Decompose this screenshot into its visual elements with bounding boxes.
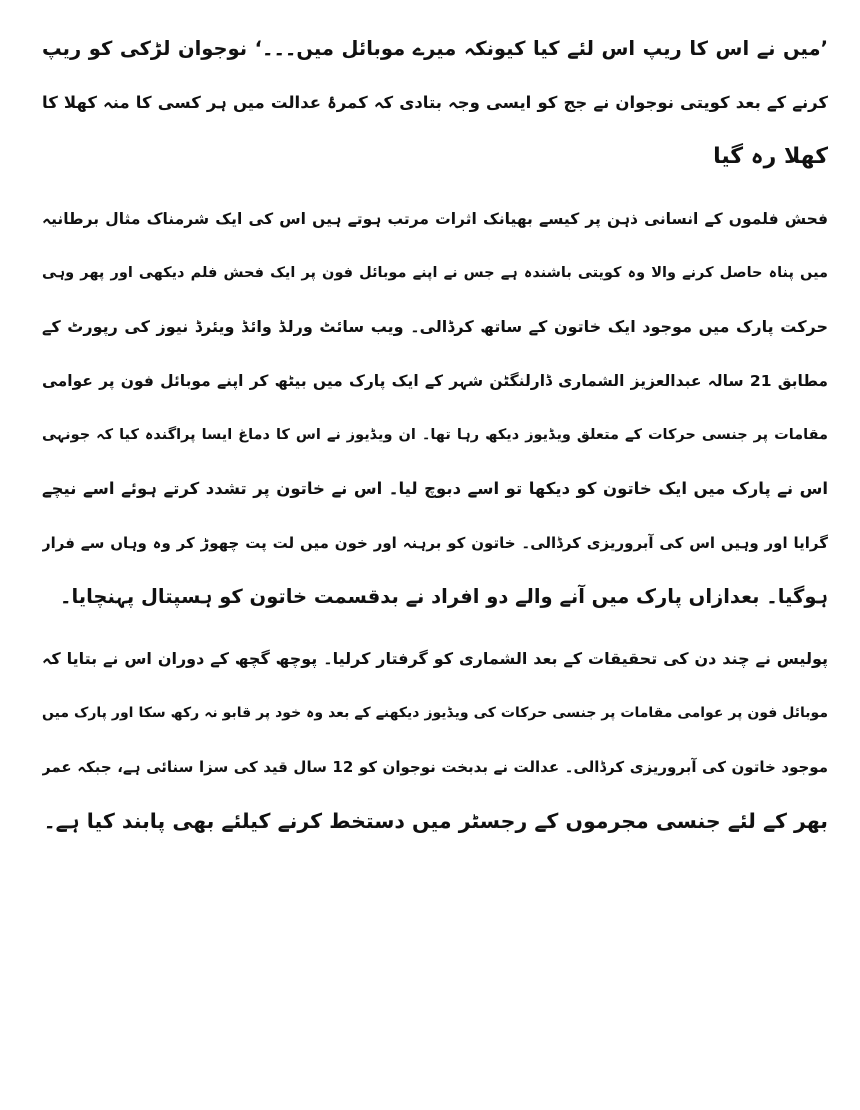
text-line: گرایا اور وہیں اس کی آبروریزی کرڈالی۔ خاتون کو برہنہ اور خون میں لت پت چھوڑ کر وہ وہاں سے فرار <box>42 534 828 552</box>
text-line: مقامات پر جنسی حرکات کے متعلق ویڈیوز دیکھ رہا تھا۔ ان ویڈیوز نے اس کا دماغ ایسا پراگندہ کیا کہ جونہی <box>42 427 828 443</box>
headline-paragraph <box>42 22 828 184</box>
text-line: ہوگیا۔ بعدازاں پارک میں آنے والے دو افراد نے بدقسمت خاتون کو ہسپتال پہنچایا۔ <box>60 585 828 608</box>
text-line: پولیس نے چند دن کی تحقیقات کے بعد الشماری کو گرفتار کرلیا۔ پوچھ گچھ کے دوران اس نے بتایا کہ <box>42 649 828 668</box>
text-line: موجود خاتون کی آبروریزی کرڈالی۔ عدالت نے بدبخت نوجوان کو 12 سال قید کی سزا سنائی ہے، جبکہ عمر <box>42 758 828 776</box>
verdict-paragraph <box>42 632 828 848</box>
text-line: بھر کے لئے جنسی مجرموں کے رجسٹر میں دستخط کرنے کیلئے بھی پابند کیا ہے۔ <box>43 809 828 833</box>
text-line: کرنے کے بعد کویتی نوجوان نے جج کو ایسی وجہ بتادی کہ کمرۂ عدالت میں ہر کسی کا منہ کھلا کا <box>42 93 828 112</box>
text-line: فحش فلموں کے انسانی ذہن پر کیسے بھیانک اثرات مرتب ہوتے ہیں اس کی ایک شرمناک مثال برطانیہ <box>42 210 828 228</box>
text-line: مطابق 21 سالہ عبدالعزیز الشماری ڈارلنگٹن شہر کے ایک پارک میں بیٹھ کر اپنے موبائل فون پر عوامی <box>42 372 828 390</box>
text-line: حرکت پارک میں موجود ایک خاتون کے ساتھ کرڈالی۔ ویب سائٹ ورلڈ وائڈ ویئرڈ نیوز کی رپورٹ کے <box>42 317 828 336</box>
text-line: اس نے پارک میں ایک خاتون کو دیکھا تو اسے دبوچ لیا۔ اس نے خاتون پر تشدد کرتے ہوئے اسے نیچے <box>42 479 828 498</box>
text-line: کھلا رہ گیا <box>713 144 828 169</box>
article-body <box>42 22 828 848</box>
paragraph-gap <box>42 624 828 632</box>
text-line: میں پناہ حاصل کرنے والا وہ کویتی باشندہ ہے جس نے اپنے موبائل فون پر ایک فحش فلم دیکھی اور پھر وہی <box>42 265 828 281</box>
text-line: موبائل فون پر عوامی مقامات پر جنسی حرکات کی ویڈیوز دیکھنے کے بعد وہ خود پر قابو نہ رکھ سکا اور پارک میں <box>42 705 828 721</box>
story-paragraph <box>42 192 828 624</box>
paragraph-gap <box>42 184 828 192</box>
text-line: ’میں نے اس کا ریپ اس لئے کیا کیونکہ میرے موبائل میں۔۔۔‘ نوجوان لڑکی کو ریپ <box>42 37 828 60</box>
